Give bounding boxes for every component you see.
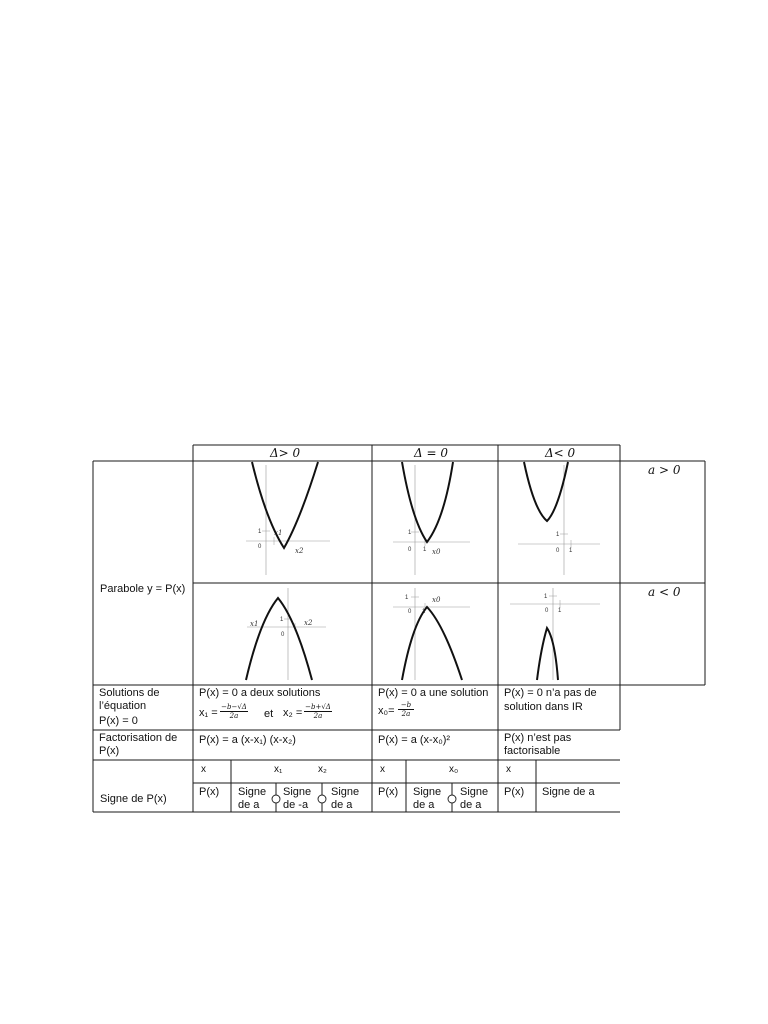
sol-zero-fraction: $\frac{-b}{2a}$: [398, 701, 414, 718]
fact-neg-line1: P(x) n’est pas: [504, 732, 572, 744]
graph-delta-pos-a-pos: [246, 462, 330, 575]
sign-pos-x2: x₂: [318, 764, 327, 775]
svg-text:1: 1: [556, 532, 560, 538]
sign-pos-c1-l2: de a: [238, 799, 260, 811]
header-delta-zero: Δ = 0: [414, 446, 448, 460]
svg-text:1: 1: [405, 595, 409, 601]
sol-neg-line2: solution dans IR: [504, 701, 583, 713]
svg-text:0: 0: [281, 632, 285, 638]
label-a-negative: 𝑎 < 0: [648, 585, 681, 599]
svg-text:1: 1: [544, 594, 548, 600]
label-a-positive: 𝑎 > 0: [648, 463, 681, 477]
svg-text:0: 0: [545, 608, 549, 614]
sol-pos-et: et: [264, 708, 274, 720]
graph-delta-zero-a-pos: [393, 462, 470, 575]
sign-pos-c3-l1: Signe: [331, 786, 360, 798]
sol-pos-x1-fraction: $\frac{-b-√\Delta}{2a}$: [221, 703, 247, 720]
row-label-signe: Signe de P(x): [100, 793, 167, 805]
svg-text:x0: x0: [432, 548, 441, 556]
svg-text:0: 0: [258, 544, 262, 550]
svg-text:0: 0: [408, 609, 412, 615]
graph-delta-zero-a-neg: [393, 588, 470, 680]
svg-text:0: 0: [408, 547, 412, 553]
sol-pos-x2-fraction: $\frac{-b+√\Delta}{2a}$: [305, 703, 331, 720]
sign-pos-c1-l1: Signe: [238, 786, 267, 798]
row-label-factorisation-2: P(x): [99, 745, 120, 757]
sign-zero-c2-l1: Signe: [460, 786, 489, 798]
fact-zero: P(x) = a (x-x₀)²: [378, 734, 451, 746]
sol-pos-title: P(x) = 0 a deux solutions: [199, 687, 321, 699]
svg-text:1: 1: [422, 609, 426, 615]
sign-zero-x0: x₀: [449, 764, 459, 775]
row-label-solutions-2: l’équation: [99, 700, 147, 712]
svg-text:1: 1: [280, 617, 284, 623]
row-label-factorisation-1: Factorisation de: [99, 732, 178, 744]
sign-pos-x1: x₁: [274, 764, 283, 775]
sol-pos-x1-label: x₁ =: [199, 707, 218, 719]
svg-text:1: 1: [408, 530, 412, 536]
sol-zero-title: P(x) = 0 a une solution: [378, 687, 489, 699]
svg-text:1: 1: [423, 547, 427, 553]
header-delta-negative: Δ< 0: [545, 446, 576, 460]
sign-neg-c1: Signe de a: [542, 786, 595, 798]
sign-zero-c1-l2: de a: [413, 799, 435, 811]
sign-neg-px: P(x): [504, 786, 525, 798]
zero-marker: [318, 795, 326, 803]
sign-pos-px: P(x): [199, 786, 220, 798]
zero-marker: [448, 795, 456, 803]
svg-text:x1: x1: [274, 529, 283, 537]
sol-pos-x2-label: x₂ =: [283, 707, 303, 719]
sign-pos-c2-l2: de -a: [283, 799, 309, 811]
row-label-solutions-3: P(x) = 0: [99, 715, 138, 727]
sign-zero-x: x: [380, 764, 385, 775]
zero-marker: [272, 795, 280, 803]
sign-zero-c2-l2: de a: [460, 799, 482, 811]
svg-text:x2: x2: [295, 547, 304, 555]
fact-pos: P(x) = a (x-x₁) (x-x₂): [199, 734, 296, 746]
sign-pos-c2-l1: Signe: [283, 786, 312, 798]
sign-zero-px: P(x): [378, 786, 399, 798]
svg-text:x2: x2: [304, 619, 313, 627]
graph-delta-neg-a-pos: [518, 462, 600, 575]
sign-pos-c3-l2: de a: [331, 799, 353, 811]
fact-neg-line2: factorisable: [504, 745, 561, 757]
sign-pos-x: x: [201, 764, 206, 775]
sol-zero-x0-label: x₀=: [378, 705, 395, 717]
sign-zero-c1-l1: Signe: [413, 786, 442, 798]
row-label-parabole: Parabole y = P(x): [100, 583, 186, 595]
sign-neg-x: x: [506, 764, 511, 775]
svg-text:1: 1: [569, 548, 573, 554]
svg-text:x0: x0: [432, 596, 441, 604]
svg-text:x1: x1: [250, 620, 259, 628]
svg-text:1: 1: [558, 608, 562, 614]
header-delta-positive: Δ> 0: [270, 446, 301, 460]
svg-text:0: 0: [556, 548, 560, 554]
graph-delta-neg-a-neg: [510, 588, 600, 680]
sol-neg-line1: P(x) = 0 n’a pas de: [504, 687, 597, 699]
row-label-solutions-1: Solutions de: [99, 687, 160, 699]
svg-text:1: 1: [258, 529, 262, 535]
graph-delta-pos-a-neg: [246, 588, 326, 680]
